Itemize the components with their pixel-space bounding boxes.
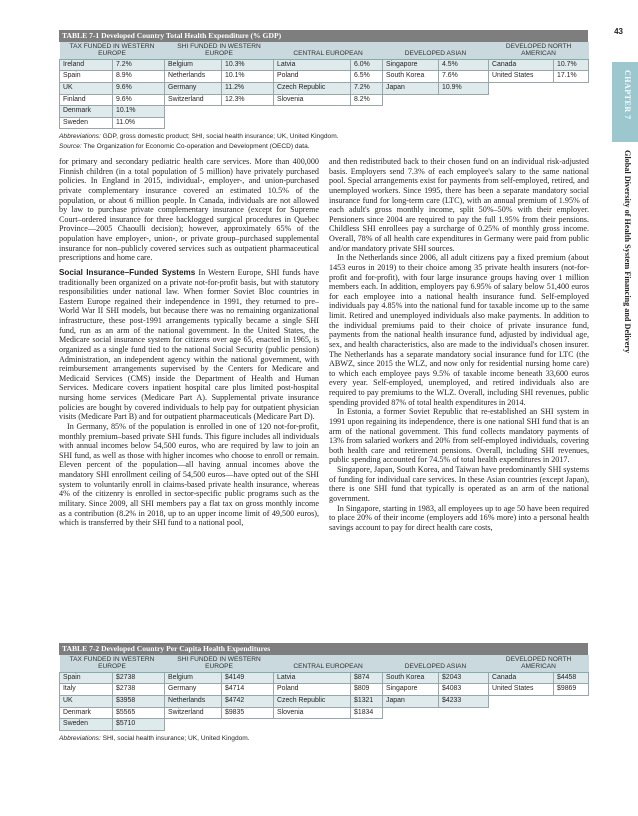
country-cell [489,719,554,731]
value-cell: $1321 [351,696,383,708]
value-cell: $4714 [222,684,274,696]
per-capita-table [59,655,589,731]
value-cell: $9869 [554,684,589,696]
country-cell [383,707,439,719]
table-notes [59,734,588,744]
table-title: TABLE 7-2 Developed Country Per Capita Health Expenditures [59,643,588,655]
value-cell: 6.0% [351,59,383,71]
country-cell [489,106,554,118]
table-7-2 [59,643,588,743]
paragraph: and then redistributed back to their chosen fund on an individual risk-adjusted basis. Employers send 7.3% of each employee's salary to the same national pool. Special arrangements exist for payments from self-employed, retired, and unemployed workers. Since 1995, there has been a separate mandatory social insurance fund for long-term care (LTC), with an annual premium of 1.95% of each adult's gross monthly income, split 50%–50% with their employer. Pensioners since 2004 are required to pay the full 1.95% from their pensions. Childless SHI enrollees pay a surcharge of 0.25% of monthly gross income. Overall, 78% of all health care expenditures in Germany were paid from public and/or mandatory private SHI sources. [329,157,589,253]
country-cell: Japan [383,83,439,95]
value-cell: 7.2% [351,83,383,95]
country-cell: Sweden [60,117,113,129]
table-row [60,672,589,684]
country-cell [165,106,222,118]
value-cell: $5710 [113,719,165,731]
country-cell [383,106,439,118]
right-column [329,157,589,532]
country-cell: Germany [165,83,222,95]
left-column [59,157,319,528]
value-cell: 11.0% [113,117,165,129]
table-row [60,684,589,696]
value-cell [351,719,383,731]
value-cell: 4.5% [439,59,489,71]
paragraph-text: In Western Europe, SHI funds have traditionally been organized on a private not-for-profit basis, but with statutory responsibilities under national law. When former Soviet Bloc countries in Eastern Europe regained their independence in 1991, they returned to pre–World War II SHI models, but because there was no remaining organizational infrastructure, these post-1991 arrangements typically became a single SHI fund, run as an arm of the national government. In the United States, the Medicare social insurance system for citizens over age 65, enacted in 1965, is organized as a single fund tied to the national Social Security (public pension) Administration, an independent agency within the national government, with reimbursement arrangements supervised by the Centers for Medicare and Medicaid Services (CMS) inside the Department of Health and Human Services. Medicare covers inpatient hospital care plus limited post-hospital nursing home services (Medicare Part A). Supplemental private insurance policies are bought by covered individuals to help pay for outpatient physician visits (Medicare Part B) and for outpatient pharmaceuticals (Medicare Part D). [59,267,319,422]
country-cell [489,94,554,106]
value-cell [439,94,489,106]
header-shi-funded: SHI FUNDED IN WESTERN EUROPE [165,42,274,59]
value-cell [439,106,489,118]
country-cell: United States [489,684,554,696]
value-cell: $4458 [554,672,589,684]
table-7-1 [59,30,588,151]
paragraph: In the Netherlands since 2006, all adult citizens pay a fixed premium (about 1453 euros in 2019) to their choice among 35 private health insurers (not-for-profit and for-profit), with four large insurance groups having over 1 million members each. In addition, employers pay 6.95% of salary below 51,400 euros for each employee into a national health insurance fund. Self-employed individuals pay 4.85% into the national fund for taxable income up to the same limit. Retired and unemployed individuals also make payments. In addition to the individual premiums paid to their choice of private insurance fund, payments from the national health insurance fund, adjusted by individual age, sex, and health characteristics, also are made to the individual's chosen insurer. The Netherlands has a separate mandatory social insurance fund for LTC (the ABWZ, since 2015 the WLZ, and now only for residential nursing home care) to which each employee pays 9.5% of taxable income beneath 33,600 euros every year. Self-employed, unemployed, and retired individuals also are required to pay premiums to the WLZ. Overall, including SHI revenues, public spending provided 87% of total health expenditures in 2014. [329,253,589,407]
value-cell [222,106,274,118]
header-shi-funded: SHI FUNDED IN WESTERN EUROPE [165,655,274,672]
country-cell: Canada [489,672,554,684]
value-cell: 10.9% [439,83,489,95]
page-number: 43 [614,27,623,36]
abbrev-text: GDP, gross domestic product; SHI, social health insurance; UK, United Kingdom. [100,133,339,141]
country-cell: Slovenia [274,707,351,719]
country-cell: Switzerland [165,707,222,719]
value-cell: 7.2% [113,59,165,71]
country-cell: Ireland [60,59,113,71]
paragraph: Singapore, Japan, South Korea, and Taiwan have predominantly SHI systems of funding for individual care services. In these Asian countries (except Japan), there is one SHI fund that typically is operated as an arm of the national government. [329,465,589,503]
country-cell [489,83,554,95]
value-cell [351,106,383,118]
country-cell: Singapore [383,59,439,71]
country-cell: UK [60,696,113,708]
country-cell [383,719,439,731]
abbrev-label: Abbreviations: [59,133,101,141]
value-cell [554,106,589,118]
running-head: Global Diversity of Health System Financing and Delivery [623,150,632,354]
country-cell [165,117,222,129]
value-cell: 12.3% [222,94,274,106]
country-cell: Canada [489,59,554,71]
header-north-american: DEVELOPED NORTH AMERICAN [489,42,589,59]
paragraph: In Germany, 85% of the population is enrolled in one of 120 not-for-profit, monthly premium–based private SHI funds. This figure includes all individuals with annual incomes below 54,500 euros, who are required by law to join an SHI fund, as well as those with higher incomes who choose to enroll or remain. Eleven percent of the population—all having annual incomes above the mandatory SHI enrollment ceiling of 54,500 euros—have opted out of the SHI system to voluntarily enroll in claims-based private health insurance, whereas 4% of the citizenry is enrolled in sector-specific public programs such as the military. Since 2009, all SHI members pay a flat tax on gross monthly income as a contribution (8.2% in 2018, up to an upper income limit of 49,500 euros), which is transferred by their SHI fund to a national pool, [59,421,319,528]
value-cell [554,83,589,95]
country-cell: Netherlands [165,71,222,83]
country-cell: Spain [60,71,113,83]
country-cell: South Korea [383,71,439,83]
value-cell [554,719,589,731]
value-cell: $809 [351,684,383,696]
country-cell: Czech Republic [274,83,351,95]
value-cell [222,117,274,129]
value-cell: $2043 [439,672,489,684]
country-cell [489,696,554,708]
country-cell: Denmark [60,707,113,719]
value-cell [439,117,489,129]
value-cell: 8.2% [351,94,383,106]
header-central-european: CENTRAL EUROPEAN [274,42,383,59]
value-cell: $4149 [222,672,274,684]
country-cell [165,719,222,731]
country-cell: Singapore [383,684,439,696]
table-row [60,696,589,708]
value-cell [554,696,589,708]
country-cell: Belgium [165,672,222,684]
paragraph: In Estonia, a former Soviet Republic that re-established an SHI system in 1991 upon regaining its independence, there is one national SHI fund that is an arm of the national government. This fund collects mandatory payments of 13% from salaried workers and 20% from self-employed individuals, covering both health care and retirement pensions. Overall, including SHI revenues, public spending accounted for 74.5% of total health expenditures in 2017. [329,407,589,465]
country-cell: Czech Republic [274,696,351,708]
value-cell [351,117,383,129]
table-row [60,719,589,731]
value-cell: 17.1% [554,71,589,83]
country-cell: United States [489,71,554,83]
country-cell: Netherlands [165,696,222,708]
value-cell: 9.6% [113,83,165,95]
country-cell: Belgium [165,59,222,71]
value-cell: $4742 [222,696,274,708]
country-cell: South Korea [383,672,439,684]
country-cell: Switzerland [165,94,222,106]
value-cell [554,117,589,129]
value-cell [554,707,589,719]
header-tax-funded: TAX FUNDED IN WESTERN EUROPE [60,42,165,59]
country-cell [274,106,351,118]
value-cell [439,719,489,731]
country-cell: Poland [274,684,351,696]
value-cell: 10.3% [222,59,274,71]
table-row [60,59,589,71]
country-cell [274,117,351,129]
table-row [60,83,589,95]
country-cell [489,707,554,719]
header-tax-funded: TAX FUNDED IN WESTERN EUROPE [60,655,165,672]
country-cell: Latvia [274,59,351,71]
value-cell: 10.7% [554,59,589,71]
source-text: The Organization for Economic Co-operation and Development (OECD) data. [81,142,310,150]
table-row [60,707,589,719]
value-cell [554,94,589,106]
source-label: Source: [59,142,82,150]
country-cell [383,117,439,129]
country-cell: Latvia [274,672,351,684]
value-cell [222,719,274,731]
paragraph: for primary and secondary pediatric health care services. More than 400,000 Finnish children (in a total population of 5 million) have privately purchased policies. In England in 2015, individual-, employer-, and union-purchased private complementary insurance covered an estimated 10.5% of the population, or about 6 million people. In Canada, individuals are not allowed by law to purchase private complementary insurance (except for Supreme Court–ordered insurance for three backlogged surgical procedures in Quebec Province—2005 Chaoulli decision); however, approximately 65% of the population have employer-, union-, or private group–purchased supplemental insurance for non–publicly covered services such as outpatient pharmaceutical prescriptions and home care. [59,157,319,263]
value-cell: $1834 [351,707,383,719]
country-cell [383,94,439,106]
header-developed-asian: DEVELOPED ASIAN [383,42,489,59]
value-cell: 10.1% [113,106,165,118]
value-cell: 7.6% [439,71,489,83]
value-cell: $9835 [222,707,274,719]
table-notes [59,132,588,151]
value-cell: 10.1% [222,71,274,83]
country-cell: Germany [165,684,222,696]
country-cell [274,719,351,731]
value-cell: $3958 [113,696,165,708]
table-row [60,106,589,118]
value-cell: $2738 [113,672,165,684]
value-cell [439,707,489,719]
value-cell: 8.9% [113,71,165,83]
header-north-american: DEVELOPED NORTH AMERICAN [489,655,589,672]
value-cell: 6.5% [351,71,383,83]
country-cell: Japan [383,696,439,708]
value-cell: $2738 [113,684,165,696]
country-cell: Italy [60,684,113,696]
value-cell: $5565 [113,707,165,719]
country-cell: Slovenia [274,94,351,106]
paragraph [59,268,319,422]
table-row [60,71,589,83]
table-row [60,94,589,106]
abbrev-label: Abbreviations: [59,734,101,742]
section-heading: Social Insurance–Funded Systems [59,267,196,277]
abbrev-text: SHI, social health insurance; UK, United Kingdom. [100,734,250,742]
country-cell: Spain [60,672,113,684]
value-cell: 9.6% [113,94,165,106]
table-row [60,117,589,129]
country-cell [489,117,554,129]
expenditure-table [59,42,589,129]
country-cell: Finland [60,94,113,106]
country-cell: Poland [274,71,351,83]
header-central-european: CENTRAL EUROPEAN [274,655,383,672]
table-title: TABLE 7-1 Developed Country Total Health Expenditure (% GDP) [59,30,588,42]
value-cell: 11.2% [222,83,274,95]
country-cell: Denmark [60,106,113,118]
country-cell: UK [60,83,113,95]
value-cell: $874 [351,672,383,684]
paragraph: In Singapore, starting in 1983, all employees up to age 50 have been required to place 20% of their income (employers add 16% more) into a personal health savings account to pay for direct health care costs, [329,503,589,532]
country-cell: Sweden [60,719,113,731]
chapter-label: CHAPTER 7 [623,70,632,120]
value-cell: $4233 [439,696,489,708]
value-cell: $4083 [439,684,489,696]
header-developed-asian: DEVELOPED ASIAN [383,655,489,672]
